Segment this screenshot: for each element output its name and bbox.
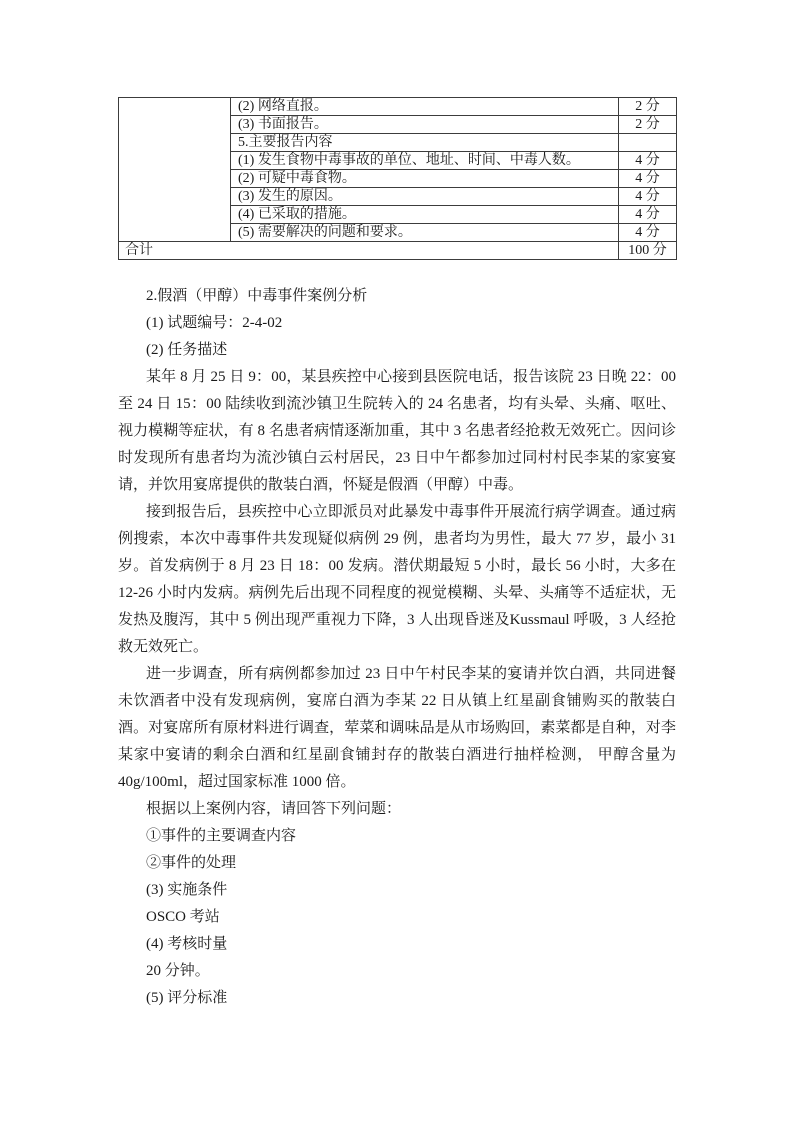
item-cell: (1) 发生食物中毒事故的单位、地址、时间、中毒人数。	[231, 152, 619, 170]
score-cell: 2 分	[619, 98, 677, 116]
question-1-line: ①事件的主要调查内容	[146, 828, 297, 844]
assessment-duration-heading: (4) 考核时量	[146, 936, 228, 952]
score-cell: 4 分	[619, 170, 677, 188]
paragraph-epidemiological-investigation: 接到报告后，县疾控中心立即派员对此暴发中毒事件开展流行病学调查。通过病例搜索，本次中毒事件共发现疑似病例 29 例，患者均为男性，最大 77 岁，最小 31 岁。首发病例于 8 月 23 日 18：00 发病。潜伏期最短 5 小时，最长 56 小时，大多在 12-26 小时内发病。病例先后出现不同程度的视觉模糊、头晕、头痛等不适症状，无发热及腹泻，其中 5 例出现严重视力下降，3 人出现昏迷及Kussmaul 呼吸，3 人经抢救无效死亡。	[118, 504, 680, 655]
item-cell: (3) 书面报告。	[231, 116, 619, 134]
paragraph-further-investigation: 进一步调查，所有病例都参加过 23 日中午村民李某的宴请并饮白酒，共同进餐未饮酒者中没有发现病例，宴席白酒为李某 22 日从镇上红星副食铺购买的散装白酒。对宴席所有原材料进行调查，荤菜和调味品是从市场购回，素菜都是自种，对李某家中宴请的剩余白酒和红星副食铺封存的散装白酒进行抽样检测， 甲醇含量为 40g/100ml，超过国家标准 1000 倍。	[118, 666, 680, 790]
assessment-duration-value: 20 分钟。	[146, 963, 210, 979]
section-heading: 2.假酒（甲醇）中毒事件案例分析	[146, 288, 368, 304]
question-intro-line: 根据以上案例内容，请回答下列问题：	[146, 801, 402, 817]
implementation-condition-heading: (3) 实施条件	[146, 882, 228, 898]
question-2-line: ②事件的处理	[146, 855, 237, 871]
score-cell: 4 分	[619, 206, 677, 224]
table-row	[119, 98, 677, 116]
item-cell: 5.主要报告内容	[231, 134, 619, 152]
score-cell: 4 分	[619, 152, 677, 170]
item-number-line: (1) 试题编号：2-4-02	[146, 315, 283, 331]
scoring-standard-table	[118, 97, 677, 260]
total-score-cell: 100 分	[619, 242, 677, 260]
item-cell: (2) 可疑中毒食物。	[231, 170, 619, 188]
score-cell: 4 分	[619, 224, 677, 242]
paragraph-case-report: 某年 8 月 25 日 9：00，某县疾控中心接到县医院电话，报告该院 23 日晚 22：00 至 24 日 15：00 陆续收到流沙镇卫生院转入的 24 名患者，均有头晕、头痛、呕吐、视力模糊等症状，有 8 名患者病情逐渐加重，其中 3 名患者经抢救无效死亡。因问诊时发现所有患者均为流沙镇白云村居民，23 日中午都参加过同村村民李某的家宴宴请，并饮用宴席提供的散装白酒，怀疑是假酒（甲醇）中毒。	[118, 369, 680, 493]
total-label-cell: 合计	[119, 242, 619, 260]
task-description-heading: (2) 任务描述	[146, 342, 228, 358]
item-cell: (2) 网络直报。	[231, 98, 619, 116]
item-cell: (3) 发生的原因。	[231, 188, 619, 206]
score-cell	[619, 134, 677, 152]
document-body	[118, 283, 680, 1012]
score-cell: 2 分	[619, 116, 677, 134]
score-cell: 4 分	[619, 188, 677, 206]
item-cell: (4) 已采取的措施。	[231, 206, 619, 224]
implementation-condition-value: OSCO 考站	[146, 909, 220, 925]
item-cell: (5) 需要解决的问题和要求。	[231, 224, 619, 242]
table-total-row	[119, 242, 677, 260]
category-cell-empty	[119, 98, 231, 242]
scoring-standard-heading: (5) 评分标准	[146, 990, 228, 1006]
